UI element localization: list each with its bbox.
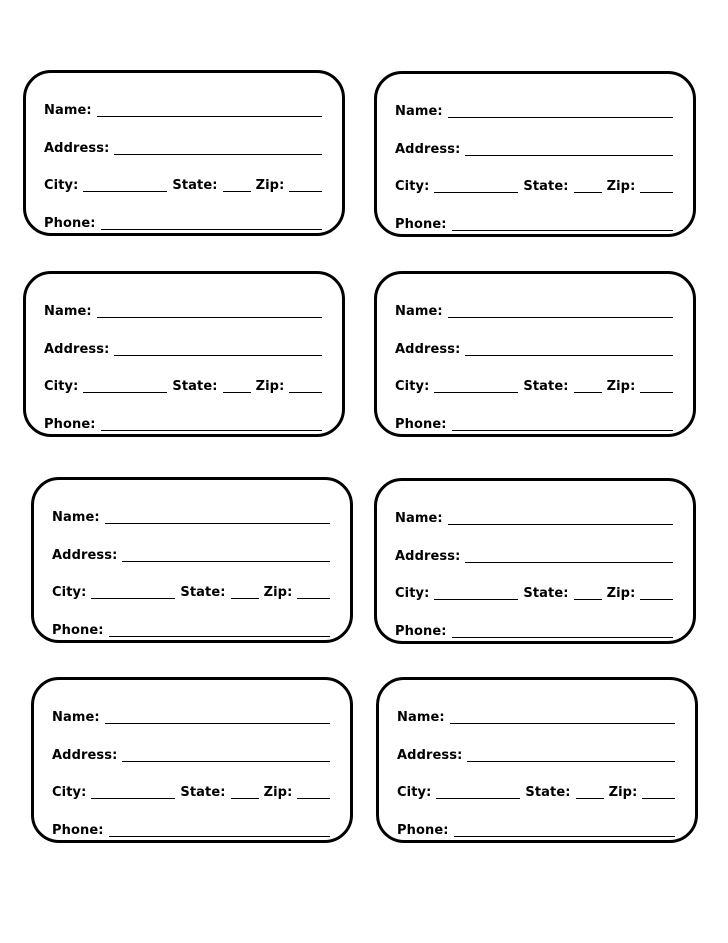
name-line bbox=[448, 304, 673, 318]
name-label: Name: bbox=[52, 510, 100, 525]
name-row bbox=[395, 507, 673, 527]
address-row bbox=[395, 338, 673, 358]
name-line bbox=[97, 304, 322, 318]
zip-line bbox=[297, 585, 330, 599]
zip-line bbox=[640, 586, 673, 600]
phone-row bbox=[52, 619, 330, 639]
name-line bbox=[105, 710, 330, 724]
city-line bbox=[434, 586, 518, 600]
name-label: Name: bbox=[44, 304, 92, 319]
phone-label: Phone: bbox=[397, 823, 449, 838]
address-line bbox=[465, 142, 673, 156]
address-label: Address: bbox=[52, 548, 118, 563]
city-line bbox=[434, 379, 518, 393]
address-label: Address: bbox=[44, 141, 110, 156]
state-line bbox=[574, 379, 602, 393]
name-line bbox=[450, 710, 675, 724]
state-label: State: bbox=[180, 585, 226, 600]
address-row bbox=[52, 744, 330, 764]
zip-line bbox=[289, 178, 322, 192]
phone-label: Phone: bbox=[52, 623, 104, 638]
zip-label: Zip: bbox=[263, 585, 293, 600]
address-line bbox=[465, 549, 673, 563]
zip-label: Zip: bbox=[606, 586, 636, 601]
name-row bbox=[52, 506, 330, 526]
name-row bbox=[395, 100, 673, 120]
phone-row bbox=[395, 620, 673, 640]
luggage-tag-7 bbox=[31, 677, 353, 843]
address-line bbox=[122, 748, 330, 762]
address-line bbox=[122, 548, 330, 562]
zip-line bbox=[640, 379, 673, 393]
state-line bbox=[223, 178, 251, 192]
luggage-tag-2 bbox=[374, 71, 696, 237]
city-state-zip-row bbox=[44, 174, 322, 194]
city-line bbox=[434, 179, 518, 193]
luggage-tag-4 bbox=[374, 271, 696, 437]
city-label: City: bbox=[52, 785, 87, 800]
address-label: Address: bbox=[395, 342, 461, 357]
state-label: State: bbox=[523, 586, 569, 601]
city-state-zip-row bbox=[395, 582, 673, 602]
city-label: City: bbox=[397, 785, 432, 800]
name-label: Name: bbox=[52, 710, 100, 725]
name-line bbox=[105, 510, 330, 524]
address-label: Address: bbox=[397, 748, 463, 763]
zip-label: Zip: bbox=[606, 379, 636, 394]
address-line bbox=[114, 141, 322, 155]
name-label: Name: bbox=[395, 304, 443, 319]
zip-label: Zip: bbox=[255, 379, 285, 394]
city-label: City: bbox=[395, 379, 430, 394]
name-label: Name: bbox=[44, 103, 92, 118]
phone-row bbox=[52, 819, 330, 839]
city-line bbox=[83, 379, 167, 393]
city-label: City: bbox=[52, 585, 87, 600]
address-line bbox=[465, 342, 673, 356]
state-line bbox=[574, 586, 602, 600]
address-label: Address: bbox=[395, 142, 461, 157]
name-row bbox=[52, 706, 330, 726]
phone-row bbox=[397, 819, 675, 839]
address-line bbox=[467, 748, 675, 762]
phone-label: Phone: bbox=[395, 624, 447, 639]
name-label: Name: bbox=[395, 511, 443, 526]
city-state-zip-row bbox=[52, 781, 330, 801]
phone-label: Phone: bbox=[395, 217, 447, 232]
phone-label: Phone: bbox=[44, 216, 96, 231]
phone-line bbox=[452, 417, 673, 431]
phone-line bbox=[109, 823, 330, 837]
phone-line bbox=[101, 216, 322, 230]
city-state-zip-row bbox=[397, 781, 675, 801]
phone-row bbox=[395, 413, 673, 433]
city-line bbox=[436, 785, 520, 799]
state-line bbox=[231, 585, 259, 599]
name-row bbox=[397, 706, 675, 726]
state-line bbox=[231, 785, 259, 799]
phone-label: Phone: bbox=[395, 417, 447, 432]
name-row bbox=[44, 300, 322, 320]
phone-row bbox=[395, 213, 673, 233]
address-row bbox=[44, 338, 322, 358]
city-state-zip-row bbox=[395, 375, 673, 395]
city-line bbox=[91, 585, 175, 599]
phone-label: Phone: bbox=[52, 823, 104, 838]
luggage-tag-3 bbox=[23, 271, 345, 437]
state-line bbox=[223, 379, 251, 393]
state-label: State: bbox=[523, 179, 569, 194]
name-line bbox=[97, 103, 322, 117]
state-line bbox=[576, 785, 604, 799]
luggage-tag-1 bbox=[23, 70, 345, 236]
city-state-zip-row bbox=[52, 581, 330, 601]
phone-label: Phone: bbox=[44, 417, 96, 432]
phone-line bbox=[452, 624, 673, 638]
state-line bbox=[574, 179, 602, 193]
city-label: City: bbox=[44, 379, 79, 394]
address-row bbox=[44, 137, 322, 157]
luggage-tag-6 bbox=[374, 478, 696, 644]
phone-row bbox=[44, 212, 322, 232]
zip-line bbox=[640, 179, 673, 193]
address-row bbox=[395, 545, 673, 565]
phone-line bbox=[454, 823, 675, 837]
name-line bbox=[448, 104, 673, 118]
city-state-zip-row bbox=[44, 375, 322, 395]
state-label: State: bbox=[172, 178, 218, 193]
address-label: Address: bbox=[52, 748, 118, 763]
state-label: State: bbox=[525, 785, 571, 800]
city-line bbox=[83, 178, 167, 192]
phone-row bbox=[44, 413, 322, 433]
city-label: City: bbox=[395, 586, 430, 601]
name-line bbox=[448, 511, 673, 525]
phone-line bbox=[101, 417, 322, 431]
city-line bbox=[91, 785, 175, 799]
city-state-zip-row bbox=[395, 175, 673, 195]
zip-label: Zip: bbox=[606, 179, 636, 194]
city-label: City: bbox=[395, 179, 430, 194]
name-label: Name: bbox=[395, 104, 443, 119]
state-label: State: bbox=[523, 379, 569, 394]
zip-label: Zip: bbox=[608, 785, 638, 800]
address-row bbox=[52, 544, 330, 564]
name-row bbox=[395, 300, 673, 320]
luggage-tag-5 bbox=[31, 477, 353, 643]
name-label: Name: bbox=[397, 710, 445, 725]
address-line bbox=[114, 342, 322, 356]
zip-label: Zip: bbox=[255, 178, 285, 193]
zip-label: Zip: bbox=[263, 785, 293, 800]
address-label: Address: bbox=[44, 342, 110, 357]
state-label: State: bbox=[172, 379, 218, 394]
zip-line bbox=[289, 379, 322, 393]
luggage-tag-8 bbox=[376, 677, 698, 843]
name-row bbox=[44, 99, 322, 119]
zip-line bbox=[642, 785, 675, 799]
city-label: City: bbox=[44, 178, 79, 193]
address-label: Address: bbox=[395, 549, 461, 564]
address-row bbox=[395, 138, 673, 158]
phone-line bbox=[452, 217, 673, 231]
zip-line bbox=[297, 785, 330, 799]
state-label: State: bbox=[180, 785, 226, 800]
phone-line bbox=[109, 623, 330, 637]
address-row bbox=[397, 744, 675, 764]
